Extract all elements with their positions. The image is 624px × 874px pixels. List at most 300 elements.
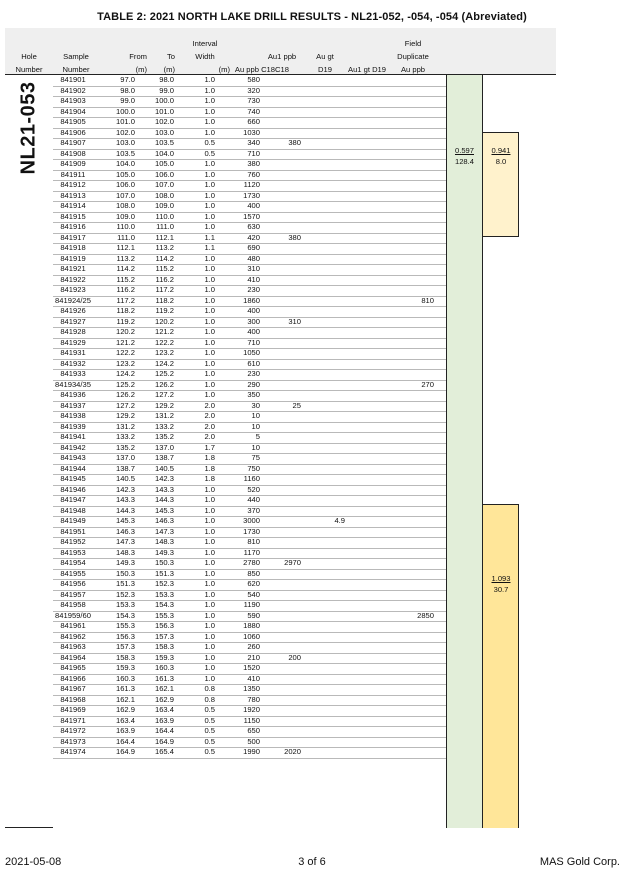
cell-field-duplicate <box>396 348 434 359</box>
cell-au1-ppb-c18 <box>268 663 301 674</box>
cell-au1-ppb-c18 <box>268 75 301 86</box>
cell-to: 129.2 <box>154 400 174 410</box>
cell-au-ppb-c18: 610 <box>247 358 260 368</box>
cell-interval-width: 1.0 <box>204 526 215 536</box>
cell-au1-ppb-c18 <box>268 642 301 653</box>
cell-au1-gt-d19 <box>345 138 385 149</box>
cell-au-ppb-c18: 1920 <box>243 705 260 714</box>
header-hole: Hole Number <box>15 52 43 74</box>
cell-sample-number: 841904 <box>60 106 86 116</box>
cell-field-duplicate <box>396 747 434 758</box>
cell-au-ppb-c18: 710 <box>247 148 260 158</box>
cell-field-duplicate <box>396 695 434 706</box>
cell-au1-gt-d19 <box>345 96 385 107</box>
cell-au1-ppb-c18 <box>268 212 301 223</box>
cell-au-gt-d19 <box>305 327 345 338</box>
cell-to: 157.3 <box>154 631 174 641</box>
cell-au-gt-d19 <box>305 254 345 265</box>
cell-interval-width: 1.0 <box>204 264 215 273</box>
cell-sample-number: 841951 <box>60 526 86 536</box>
cell-interval-width: 1.8 <box>204 453 215 462</box>
cell-to: 126.2 <box>154 379 174 389</box>
cell-field-duplicate <box>396 327 434 338</box>
cell-sample-number: 841948 <box>60 505 86 515</box>
cell-au1-ppb-c18: 2970 <box>284 558 301 567</box>
cell-from: 119.2 <box>116 316 135 326</box>
cell-field-duplicate <box>396 117 434 128</box>
cell-sample-number: 841917 <box>60 232 86 242</box>
cell-from: 120.2 <box>115 327 135 336</box>
cell-to: 150.3 <box>154 558 174 567</box>
cell-to: 135.2 <box>154 432 174 441</box>
cell-from: 108.0 <box>115 201 135 210</box>
cell-field-duplicate <box>396 338 434 349</box>
cell-au-gt-d19 <box>305 380 345 391</box>
cell-au-ppb-c18: 10 <box>251 442 260 452</box>
cell-sample-number: 841923 <box>60 285 86 294</box>
cell-au-gt-d19 <box>305 579 345 590</box>
cell-au-gt-d19 <box>305 75 345 86</box>
cell-sample-number: 841968 <box>60 694 86 704</box>
cell-interval-width: 1.1 <box>204 243 215 252</box>
cell-from: 110.0 <box>116 222 135 231</box>
summary-green-grade: 0.597 <box>454 146 474 155</box>
cell-field-duplicate <box>396 632 434 643</box>
cell-interval-width: 1.1 <box>204 232 215 242</box>
cell-field-duplicate <box>396 726 434 737</box>
cell-au-ppb-c18: 1160 <box>243 474 260 483</box>
cell-au-ppb-c18: 520 <box>247 484 260 494</box>
cell-interval-width: 1.0 <box>204 537 215 546</box>
cell-au1-ppb-c18 <box>268 464 301 475</box>
cell-interval-width: 1.0 <box>204 274 215 284</box>
cell-au1-gt-d19 <box>345 117 385 128</box>
cell-au-gt-d19 <box>305 548 345 559</box>
cell-au-gt-d19 <box>305 117 345 128</box>
cell-sample-number: 841963 <box>60 642 86 651</box>
cell-from: 112.1 <box>116 243 135 252</box>
cell-au1-gt-d19 <box>345 390 385 401</box>
cell-to: 124.2 <box>154 358 174 368</box>
cell-field-duplicate <box>396 443 434 454</box>
header-interval: Interval Width (m) <box>192 39 230 74</box>
cell-to: 119.2 <box>155 306 174 315</box>
cell-to: 163.9 <box>154 715 174 725</box>
cell-sample-number: 841937 <box>60 400 86 410</box>
cell-to: 98.0 <box>159 75 174 84</box>
summary-interval-2 <box>483 504 519 828</box>
cell-au1-ppb-c18 <box>268 306 301 317</box>
cell-au1-ppb-c18 <box>268 432 301 443</box>
cell-to: 131.2 <box>154 411 174 420</box>
cell-interval-width: 1.0 <box>204 127 215 137</box>
cell-field-duplicate <box>396 674 434 685</box>
cell-au-gt-d19 <box>305 138 345 149</box>
cell-au1-gt-d19 <box>345 600 385 611</box>
cell-from: 123.2 <box>115 358 135 368</box>
cell-to: 154.3 <box>154 600 174 609</box>
cell-sample-number: 841962 <box>60 631 86 641</box>
cell-au1-gt-d19 <box>345 642 385 653</box>
cell-sample-number: 841927 <box>60 316 86 326</box>
cell-from: 146.3 <box>115 526 135 536</box>
cell-au1-ppb-c18 <box>268 285 301 296</box>
hole-divider <box>5 827 53 828</box>
cell-au-gt-d19 <box>305 390 345 401</box>
cell-au-gt-d19 <box>305 474 345 485</box>
cell-au1-gt-d19 <box>345 632 385 643</box>
cell-from: 150.3 <box>115 568 135 578</box>
cell-to: 153.3 <box>154 589 174 599</box>
cell-au1-gt-d19 <box>345 485 385 496</box>
cell-to: 101.0 <box>154 106 174 116</box>
cell-interval-width: 1.0 <box>204 642 215 651</box>
cell-au1-ppb-c18 <box>268 264 301 275</box>
cell-from: 127.2 <box>115 400 135 410</box>
cell-au1-ppb-c18 <box>268 495 301 506</box>
cell-au-gt-d19 <box>305 201 345 212</box>
cell-interval-width: 1.0 <box>204 505 215 515</box>
cell-au-ppb-c18: 260 <box>247 642 260 651</box>
cell-au-gt-d19 <box>305 695 345 706</box>
cell-field-duplicate <box>396 506 434 517</box>
cell-au-ppb-c18: 1120 <box>243 180 260 189</box>
cell-field-duplicate <box>396 86 434 97</box>
cell-interval-width: 1.0 <box>204 547 215 557</box>
cell-au-gt-d19 <box>305 527 345 538</box>
cell-field-duplicate <box>396 128 434 139</box>
cell-au1-ppb-c18 <box>268 611 301 622</box>
cell-au-ppb-c18: 1880 <box>243 621 260 630</box>
cell-to: 127.2 <box>154 390 174 399</box>
cell-interval-width: 1.0 <box>204 306 215 315</box>
cell-au1-ppb-c18 <box>268 380 301 391</box>
cell-au-gt-d19 <box>305 453 345 464</box>
cell-to: 142.3 <box>154 474 174 483</box>
cell-from: 154.3 <box>115 610 135 620</box>
cell-field-duplicate <box>396 590 434 601</box>
cell-interval-width: 1.0 <box>204 337 215 347</box>
cell-interval-width: 1.0 <box>204 75 215 84</box>
cell-au1-gt-d19 <box>345 737 385 748</box>
cell-au1-ppb-c18: 380 <box>288 138 301 147</box>
cell-interval-width: 1.0 <box>204 211 215 221</box>
cell-from: 117.2 <box>116 295 135 305</box>
header-from: From (m) <box>129 52 147 74</box>
cell-interval-width: 1.8 <box>204 463 215 473</box>
cell-from: 161.3 <box>115 684 135 693</box>
cell-field-duplicate <box>396 275 434 286</box>
header-au1-ppb-c18: Au1 ppb C18 <box>267 52 297 74</box>
cell-from: 149.3 <box>115 558 135 567</box>
cell-from: 102.0 <box>115 127 135 137</box>
cell-au-gt-d19 <box>305 86 345 97</box>
cell-sample-number: 841949 <box>60 516 86 525</box>
header-au1-gt-d19: Au1 gt D19 <box>348 65 386 74</box>
cell-to: 103.0 <box>154 127 174 137</box>
cell-au-ppb-c18: 3000 <box>243 516 260 525</box>
cell-sample-number: 841919 <box>60 253 86 263</box>
cell-sample-number: 841924/25 <box>55 295 91 305</box>
cell-au-gt-d19 <box>305 485 345 496</box>
cell-au1-ppb-c18: 380 <box>288 232 301 242</box>
cell-interval-width: 1.0 <box>204 610 215 620</box>
cell-from: 125.2 <box>115 379 135 389</box>
cell-field-duplicate <box>396 621 434 632</box>
cell-au1-gt-d19 <box>345 348 385 359</box>
cell-au-ppb-c18: 590 <box>247 610 260 620</box>
cell-au-ppb-c18: 1050 <box>243 348 260 357</box>
cell-sample-number: 841918 <box>60 243 86 252</box>
cell-au1-ppb-c18 <box>268 369 301 380</box>
cell-field-duplicate <box>396 422 434 433</box>
cell-au1-gt-d19 <box>345 579 385 590</box>
cell-au-gt-d19 <box>305 359 345 370</box>
cell-au1-gt-d19 <box>345 180 385 191</box>
cell-field-duplicate <box>396 642 434 653</box>
cell-to: 109.0 <box>154 201 174 210</box>
cell-au-gt-d19 <box>305 243 345 254</box>
cell-sample-number: 841928 <box>60 327 86 336</box>
cell-from: 160.3 <box>115 673 135 683</box>
cell-au1-gt-d19 <box>345 621 385 632</box>
cell-from: 118.2 <box>116 306 135 315</box>
cell-from: 124.2 <box>115 369 135 378</box>
cell-from: 99.0 <box>120 96 135 105</box>
cell-sample-number: 841903 <box>60 96 86 105</box>
cell-au1-ppb-c18 <box>268 716 301 727</box>
cell-to: 112.1 <box>155 232 174 242</box>
cell-interval-width: 2.0 <box>204 400 215 410</box>
cell-interval-width: 1.0 <box>204 190 215 200</box>
cell-au-ppb-c18: 650 <box>247 726 260 735</box>
cell-au1-ppb-c18 <box>268 705 301 716</box>
cell-sample-number: 841947 <box>60 495 86 504</box>
cell-au1-ppb-c18 <box>268 327 301 338</box>
cell-interval-width: 1.0 <box>204 652 215 662</box>
cell-field-duplicate <box>396 579 434 590</box>
header-sample: Sample Number <box>62 52 90 74</box>
cell-interval-width: 1.7 <box>204 442 215 452</box>
cell-au-ppb-c18: 710 <box>247 337 260 347</box>
cell-from: 103.0 <box>115 138 135 147</box>
cell-interval-width: 1.0 <box>204 117 215 126</box>
cell-au1-ppb-c18 <box>268 149 301 160</box>
cell-to: 143.3 <box>154 484 174 494</box>
cell-au-gt-d19 <box>305 306 345 317</box>
cell-au1-ppb-c18 <box>268 296 301 307</box>
summary-green-width: 128.4 <box>454 157 474 166</box>
cell-field-duplicate <box>396 264 434 275</box>
cell-to: 121.2 <box>154 327 174 336</box>
cell-sample-number: 841956 <box>60 579 86 588</box>
table-title: TABLE 2: 2021 NORTH LAKE DRILL RESULTS - NL21-052, -054, -054 (Abreviated) <box>97 11 527 23</box>
cell-au1-ppb-c18 <box>268 411 301 422</box>
cell-interval-width: 1.0 <box>204 495 215 504</box>
cell-sample-number: 841921 <box>60 264 86 273</box>
cell-au1-gt-d19 <box>345 170 385 181</box>
cell-field-duplicate <box>396 233 434 244</box>
cell-from: 107.0 <box>115 190 135 200</box>
cell-au-gt-d19 <box>305 96 345 107</box>
cell-au1-ppb-c18 <box>268 453 301 464</box>
cell-au1-gt-d19 <box>345 86 385 97</box>
cell-from: 162.9 <box>115 705 135 714</box>
cell-au1-gt-d19 <box>345 443 385 454</box>
cell-interval-width: 1.0 <box>204 579 215 588</box>
cell-sample-number: 841943 <box>60 453 86 462</box>
cell-field-duplicate <box>396 369 434 380</box>
cell-au1-gt-d19 <box>345 222 385 233</box>
cell-sample-number: 841964 <box>60 652 86 662</box>
cell-interval-width: 1.0 <box>204 285 215 294</box>
cell-field-duplicate <box>396 138 434 149</box>
cell-au-gt-d19 <box>305 128 345 139</box>
cell-sample-number: 841906 <box>60 127 86 137</box>
cell-au1-gt-d19 <box>345 107 385 118</box>
cell-au-ppb-c18: 320 <box>247 85 260 95</box>
cell-interval-width: 1.0 <box>204 379 215 389</box>
cell-au1-ppb-c18 <box>268 537 301 548</box>
cell-sample-number: 841936 <box>60 390 86 399</box>
cell-from: 140.5 <box>115 474 135 483</box>
cell-to: 106.0 <box>154 169 174 179</box>
cell-au1-ppb-c18 <box>268 254 301 265</box>
cell-au-gt-d19 <box>305 590 345 601</box>
cell-field-duplicate <box>396 222 434 233</box>
cell-au-gt-d19 <box>305 275 345 286</box>
cell-interval-width: 1.0 <box>204 327 215 336</box>
cell-au-ppb-c18: 420 <box>247 232 260 242</box>
cell-au-ppb-c18: 300 <box>247 316 260 326</box>
cell-interval-width: 1.0 <box>204 358 215 368</box>
cell-au1-gt-d19 <box>345 474 385 485</box>
cell-field-duplicate <box>396 107 434 118</box>
cell-field-duplicate <box>396 317 434 328</box>
cell-field-duplicate <box>396 212 434 223</box>
cell-au1-gt-d19 <box>345 411 385 422</box>
header-field-duplicate: Field Duplicate Au ppb <box>397 39 429 74</box>
cell-interval-width: 1.0 <box>204 516 215 525</box>
cell-au1-ppb-c18 <box>268 527 301 538</box>
cell-to: 114.2 <box>155 253 174 263</box>
cell-from: 163.9 <box>115 726 135 735</box>
cell-au-gt-d19 <box>305 191 345 202</box>
cell-from: 129.2 <box>115 411 135 420</box>
cell-au-ppb-c18: 690 <box>247 243 260 252</box>
cell-field-duplicate <box>396 453 434 464</box>
cell-sample-number: 841926 <box>60 306 86 315</box>
cell-au1-gt-d19 <box>345 191 385 202</box>
cell-au-ppb-c18: 210 <box>247 652 260 662</box>
cell-to: 105.0 <box>154 159 174 168</box>
cell-au1-gt-d19 <box>345 264 385 275</box>
cell-au-ppb-c18: 10 <box>251 421 260 431</box>
cell-to: 123.2 <box>154 348 174 357</box>
cell-au1-ppb-c18 <box>268 516 301 527</box>
cell-sample-number: 841934/35 <box>55 379 91 389</box>
cell-au-gt-d19 <box>305 264 345 275</box>
cell-field-duplicate <box>396 527 434 538</box>
cell-to: 155.3 <box>154 610 174 620</box>
cell-au-ppb-c18: 400 <box>247 306 260 315</box>
row-gridline <box>53 758 446 759</box>
cell-au1-gt-d19 <box>345 149 385 160</box>
cell-au-ppb-c18: 10 <box>251 411 260 420</box>
cell-interval-width: 2.0 <box>204 411 215 420</box>
cell-au1-gt-d19 <box>345 359 385 370</box>
cell-au-ppb-c18: 750 <box>247 463 260 473</box>
cell-field-duplicate <box>396 684 434 695</box>
cell-au1-gt-d19 <box>345 506 385 517</box>
cell-au1-ppb-c18 <box>268 632 301 643</box>
cell-from: 113.2 <box>116 253 135 263</box>
cell-to: 144.3 <box>154 495 174 504</box>
cell-au-ppb-c18: 1350 <box>243 684 260 693</box>
cell-field-duplicate <box>396 485 434 496</box>
cell-interval-width: 1.0 <box>204 589 215 599</box>
cell-sample-number: 841911 <box>60 169 86 179</box>
cell-au-ppb-c18: 2780 <box>243 558 260 567</box>
cell-au-gt-d19 <box>305 705 345 716</box>
cell-au1-ppb-c18 <box>268 117 301 128</box>
cell-au1-ppb-c18 <box>268 695 301 706</box>
cell-sample-number: 841902 <box>60 85 86 95</box>
cell-sample-number: 841946 <box>60 484 86 494</box>
cell-au1-gt-d19 <box>345 75 385 86</box>
cell-sample-number: 841974 <box>60 747 86 756</box>
cell-au-gt-d19 <box>305 684 345 695</box>
cell-au-gt-d19 <box>305 600 345 611</box>
cell-au1-ppb-c18 <box>268 485 301 496</box>
cell-field-duplicate <box>396 474 434 485</box>
cell-au1-gt-d19 <box>345 128 385 139</box>
cell-to: 160.3 <box>154 663 174 672</box>
cell-interval-width: 1.0 <box>204 673 215 683</box>
cell-to: 161.3 <box>154 673 174 683</box>
cell-field-duplicate <box>396 75 434 86</box>
cell-au1-ppb-c18 <box>268 569 301 580</box>
cell-au-ppb-c18: 1170 <box>243 547 260 557</box>
cell-interval-width: 1.0 <box>204 169 215 179</box>
cell-to: 111.0 <box>156 222 174 231</box>
cell-field-duplicate <box>396 359 434 370</box>
cell-au-gt-d19 <box>305 422 345 433</box>
cell-au1-ppb-c18: 25 <box>292 400 301 410</box>
cell-au1-ppb-c18 <box>268 443 301 454</box>
header-au-ppb-c18: Au ppb C18 <box>234 65 275 74</box>
cell-from: 100.0 <box>115 106 135 116</box>
cell-interval-width: 1.0 <box>204 316 215 326</box>
cell-au-gt-d19: 4.9 <box>334 516 345 525</box>
cell-au-gt-d19 <box>305 222 345 233</box>
cell-to: 152.3 <box>154 579 174 588</box>
cell-au-gt-d19 <box>305 674 345 685</box>
cell-sample-number: 841969 <box>60 705 86 714</box>
cell-au-gt-d19 <box>305 212 345 223</box>
cell-au1-ppb-c18 <box>268 180 301 191</box>
cell-au1-ppb-c18 <box>268 590 301 601</box>
cell-au-gt-d19 <box>305 737 345 748</box>
cell-au-gt-d19 <box>305 317 345 328</box>
cell-to: 103.5 <box>154 138 174 147</box>
cell-au1-ppb-c18 <box>268 338 301 349</box>
cell-sample-number: 841908 <box>60 148 86 158</box>
cell-sample-number: 841941 <box>60 432 86 441</box>
cell-au1-ppb-c18 <box>268 170 301 181</box>
cell-interval-width: 1.0 <box>204 180 215 189</box>
cell-au-gt-d19 <box>305 401 345 412</box>
